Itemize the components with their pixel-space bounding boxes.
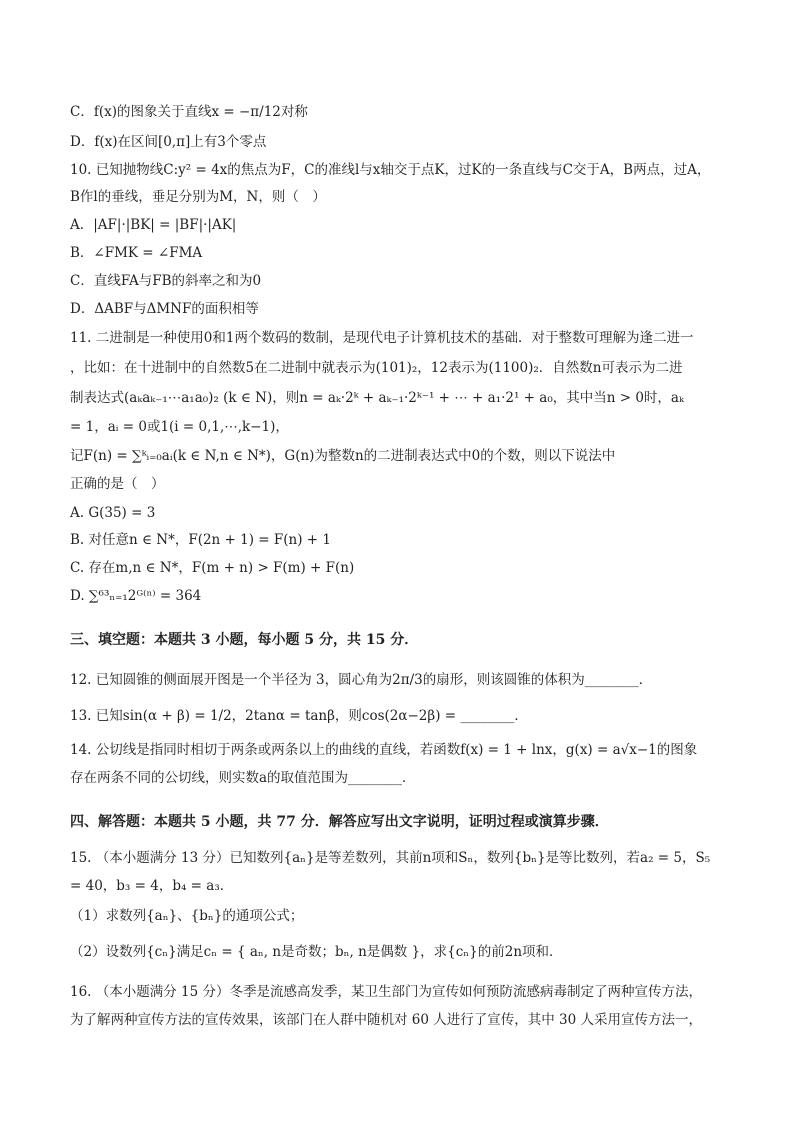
question-13: 13. 已知sin(α + β) = 1/2，2tanα = tanβ，则cos(2α−2β) = ________．: [70, 708, 528, 724]
question-11-option-a: A. G(35) = 3: [70, 505, 156, 521]
question-10-option-b: B．∠FMK = ∠FMA: [70, 245, 203, 261]
question-11-stem-4: = 1，aᵢ = 0或1(i = 0,1,⋯,k−1)，: [70, 419, 289, 435]
question-11-stem-3: 制表达式(aₖaₖ₋₁⋯a₁a₀)₂ (k ∈ N)，则n = aₖ·2ᵏ + aₖ₋₁·2ᵏ⁻¹ + ⋯ + a₁·2¹ + a₀，其中当n > 0时，aₖ: [70, 390, 684, 406]
question-11-option-d: D. ∑⁶³ₙ₌₁2ᴳ⁽ⁿ⁾ = 364: [70, 588, 202, 604]
question-15-stem: 15. （本小题满分 13 分）已知数列{aₙ}是等差数列，其前n项和Sₙ，数列{bₙ}是等比数列，若a₂ = 5，S₅: [70, 850, 711, 866]
question-10-stem-cont: B作l的垂线，垂足分别为M，N，则（ ）: [70, 189, 326, 205]
question-11-stem: 11. 二进制是一种使用0和1两个数码的数制，是现代电子计算机技术的基础．对于整数可理解为逢二进一: [70, 330, 694, 346]
question-14: 14. 公切线是指同时相切于两条或两条以上的曲线的直线，若函数f(x) = 1 + lnx，g(x) = a√x−1的图象: [70, 742, 698, 758]
question-16-stem-cont: 为了解两种宣传方法的宣传效果，该部门在人群中随机对 60 人进行了宣传，其中 30 人采用宣传方法一，: [70, 1012, 703, 1028]
option-c-symmetry: C．f(x)的图象关于直线x = −π/12对称: [70, 104, 308, 120]
question-16-stem: 16. （本小题满分 15 分）冬季是流感高发季，某卫生部门为宣传如何预防流感病毒制定了两种宣传方法，: [70, 984, 703, 1000]
question-11-option-b: B. 对任意n ∈ N*，F(2n + 1) = F(n) + 1: [70, 532, 331, 548]
question-10-stem: 10. 已知抛物线C:y² = 4x的焦点为F，C的准线l与x轴交于点K，过K的一条直线与C交于A，B两点，过A，: [70, 162, 711, 178]
section-4-heading: 四、解答题：本题共 5 小题，共 77 分．解答应写出文字说明，证明过程或演算步骤．: [70, 814, 609, 830]
question-15-part-2: （2）设数列{cₙ}满足cₙ = { aₙ, n是奇数；bₙ, n是偶数 }，求{cₙ}的前2n项和．: [70, 944, 563, 960]
question-10-option-d: D．ΔABF与ΔMNF的面积相等: [70, 301, 259, 317]
question-14-cont: 存在两条不同的公切线，则实数a的取值范围为________．: [70, 770, 416, 786]
section-3-heading: 三、填空题：本题共 3 小题，每小题 5 分，共 15 分．: [70, 632, 419, 648]
question-11-stem-5: 记F(n) = ∑ᵏᵢ₌₀aᵢ(k ∈ N,n ∈ N*)，G(n)为整数n的二进制表达式中0的个数，则以下说法中: [70, 448, 616, 464]
question-11-option-c: C. 存在m,n ∈ N*，F(m + n) > F(m) + F(n): [70, 560, 355, 576]
question-10-option-c: C．直线FA与FB的斜率之和为0: [70, 273, 262, 289]
question-11-stem-2: ，比如：在十进制中的自然数5在二进制中就表示为(101)₂，12表示为(1100)₂．自然数n可表示为二进: [70, 360, 683, 376]
option-d-zeros: D．f(x)在区间[0,π]上有3个零点: [70, 134, 267, 150]
question-15-part-1: （1）求数列{aₙ}、{bₙ}的通项公式；: [70, 908, 304, 924]
question-10-option-a: A．|AF|·|BK| = |BF|·|AK|: [70, 217, 237, 233]
question-15-stem-cont: = 40，b₃ = 4，b₄ = a₃．: [70, 878, 234, 894]
question-11-stem-6: 正确的是（ ）: [70, 476, 165, 492]
question-12: 12. 已知圆锥的侧面展开图是一个半径为 3，圆心角为2π/3的扇形，则该圆锥的体积为________．: [70, 672, 653, 688]
